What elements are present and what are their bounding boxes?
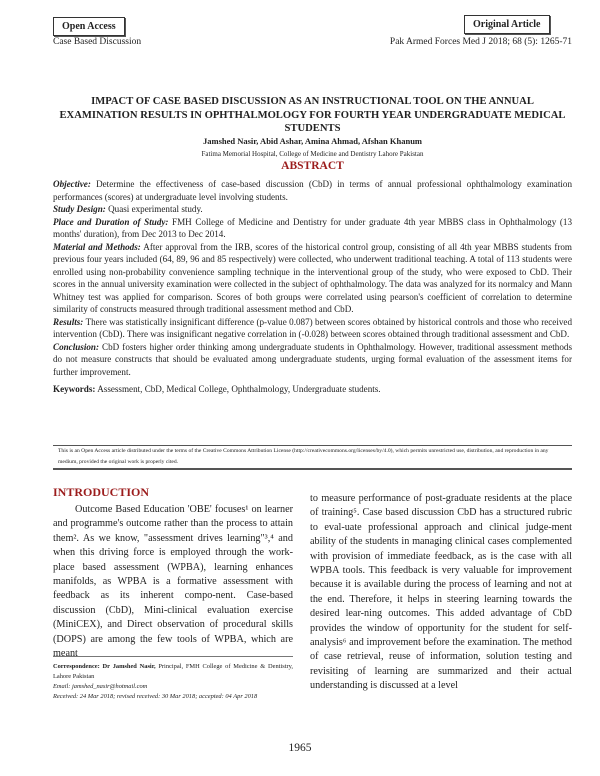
correspondence-dates: Received: 24 Mar 2018; revised received: 30 Mar 2018; accepted: 04 Apr 2018	[53, 693, 258, 700]
place-label: Place and Duration of Study:	[53, 216, 169, 227]
license-notice: This is an Open Access article distributed under the terms of the Creative Commons Attribution License (http://creativecommons.org/licenses/by/4.0), which permits unrestricted use, distribution, and reproduction in any medium, provided the original work is properly cited.	[53, 445, 572, 470]
place-text: FMH College of Medicine and Dentistry for under graduate 4th year MBBS class in Ophthalmology (13 months' duration), from Dec 2013 to Dec 2014.	[53, 216, 572, 239]
abstract	[53, 178, 572, 396]
abstract-results	[53, 316, 572, 341]
objective-text: Determine the effectiveness of case-based discussion (CbD) in terms of annual professional ophthalmology examination performances (scores) at undergraduate level involving students.	[53, 179, 572, 202]
abstract-place	[53, 216, 572, 241]
correspondence-block	[53, 656, 293, 702]
running-title: Case Based Discussion	[53, 37, 142, 47]
methods-text: After approval from the IRB, scores of the historical control group, consisting of all 4th year MBBS students from previous four years included (64, 89, 96 and 85 respectively) were collected, who underwent traditional teaching. A total of 113 students were enrolled using non-probability convenience sampling technique in the interventional group of the study, who were exposed to CbD. Their scores in the annual university examination were collected in the subject of ophthalmology. The data was analyzed for its normalcy and Mann Whitney test was applied for comparison. Scores of both groups were correlated using pearson's coefficient of correlation to determine similarity of constructs measured through traditional assessment method and CbD.	[53, 241, 572, 314]
correspondence-label: Correspondence: Dr Jamshed Nasir,	[53, 663, 156, 670]
abstract-conclusion	[53, 341, 572, 379]
article-type-badge: Original Article	[464, 15, 550, 34]
conclusion-label: Conclusion:	[53, 341, 99, 352]
page-number: 1965	[288, 742, 312, 754]
abstract-heading: ABSTRACT	[281, 160, 344, 172]
introduction-right-column: to measure performance of post-graduate residents at the place of training⁵. Case based discussion CbD has a structured rubric to eval-uate professional approach and clinical judge-ment ability of the students in managing clinical cases complemented with provision of immediate feedback, as is the case with all WPBA tools. This feedback is very valuable for improvement because it is available during the process of learning and not at the end. Therefore, it helps in steering learning towards the desired lear-ning outcomes. This added advantage of CbD provides the window of opportunity for the student for self-analysis⁶ and improvement before the examination. The method of case retrieval, reuse of information, solution testing and revisiting of learning are summarized and their actual understanding is discussed at a level	[310, 493, 572, 692]
keywords-label: Keywords:	[53, 384, 96, 394]
methods-label: Material and Methods:	[53, 241, 141, 252]
abstract-design	[53, 203, 572, 216]
keywords-text: Assessment, CbD, Medical College, Ophthalmology, Undergraduate students.	[95, 384, 381, 394]
results-label: Results:	[53, 316, 84, 327]
abstract-keywords	[53, 383, 572, 396]
conclusion-text: CbD fosters higher order thinking among undergraduate students in Ophthalmology. However, traditional assessment methods do not measure constructs that should be evaluated among undergraduate students, urging formal evaluation of the assessment items for further improvement.	[53, 341, 572, 377]
open-access-badge: Open Access	[53, 17, 125, 36]
correspondence-email: Email: jamshed_nasir@hotmail.com	[53, 683, 148, 690]
introduction-heading: INTRODUCTION	[53, 485, 150, 499]
authors: Jamshed Nasir, Abid Ashar, Amina Ahmad, Afshan Khanum	[202, 136, 423, 146]
journal-citation: Pak Armed Forces Med J 2018; 68 (5): 1265-71	[389, 37, 572, 47]
introduction-left-column: Outcome Based Education 'OBE' focuses¹ on learner and programme's outcome rather than the process to attain them². As we know, "assessment drives learning"³,⁴ and when this driving force is employed through the work-place based assessment (WPBA), learning enhances manifolds, as WPBA is a formative assessment with feedback as its inherent compo-nent. Case-based discussion (CbD), Mini-clinical evaluation exercise (MiniCEX), and Direct observation of procedural skills (DOPS) are among the few tools of WPBA, which are meant	[53, 504, 293, 660]
abstract-objective	[53, 178, 572, 203]
design-text: Quasi experimental study.	[105, 204, 203, 214]
results-text: There was statistically insignificant difference (p-value 0.087) between scores obtained by historical controls and those who received intervention (CbD). There was insignificant negative correlation in (-0.028) between scores obtained through traditional assessment and CbD.	[53, 316, 572, 339]
objective-label: Objective:	[53, 179, 91, 189]
affiliation: Fatima Memorial Hospital, College of Medicine and Dentistry Lahore Pakistan	[201, 150, 424, 158]
design-label: Study Design:	[53, 204, 106, 214]
abstract-methods	[53, 241, 572, 316]
article-title: IMPACT OF CASE BASED DISCUSSION AS AN INSTRUCTIONAL TOOL ON THE ANNUAL EXAMINATION RESULTS IN OPHTHALMOLOGY FOR FOURTH YEAR UNDERGRADUATE MEDICAL STUDENTS	[59, 96, 566, 134]
correspondence-text: Principal, FMH College of Medicine & Dentistry, Lahore Pakistan	[53, 663, 293, 680]
